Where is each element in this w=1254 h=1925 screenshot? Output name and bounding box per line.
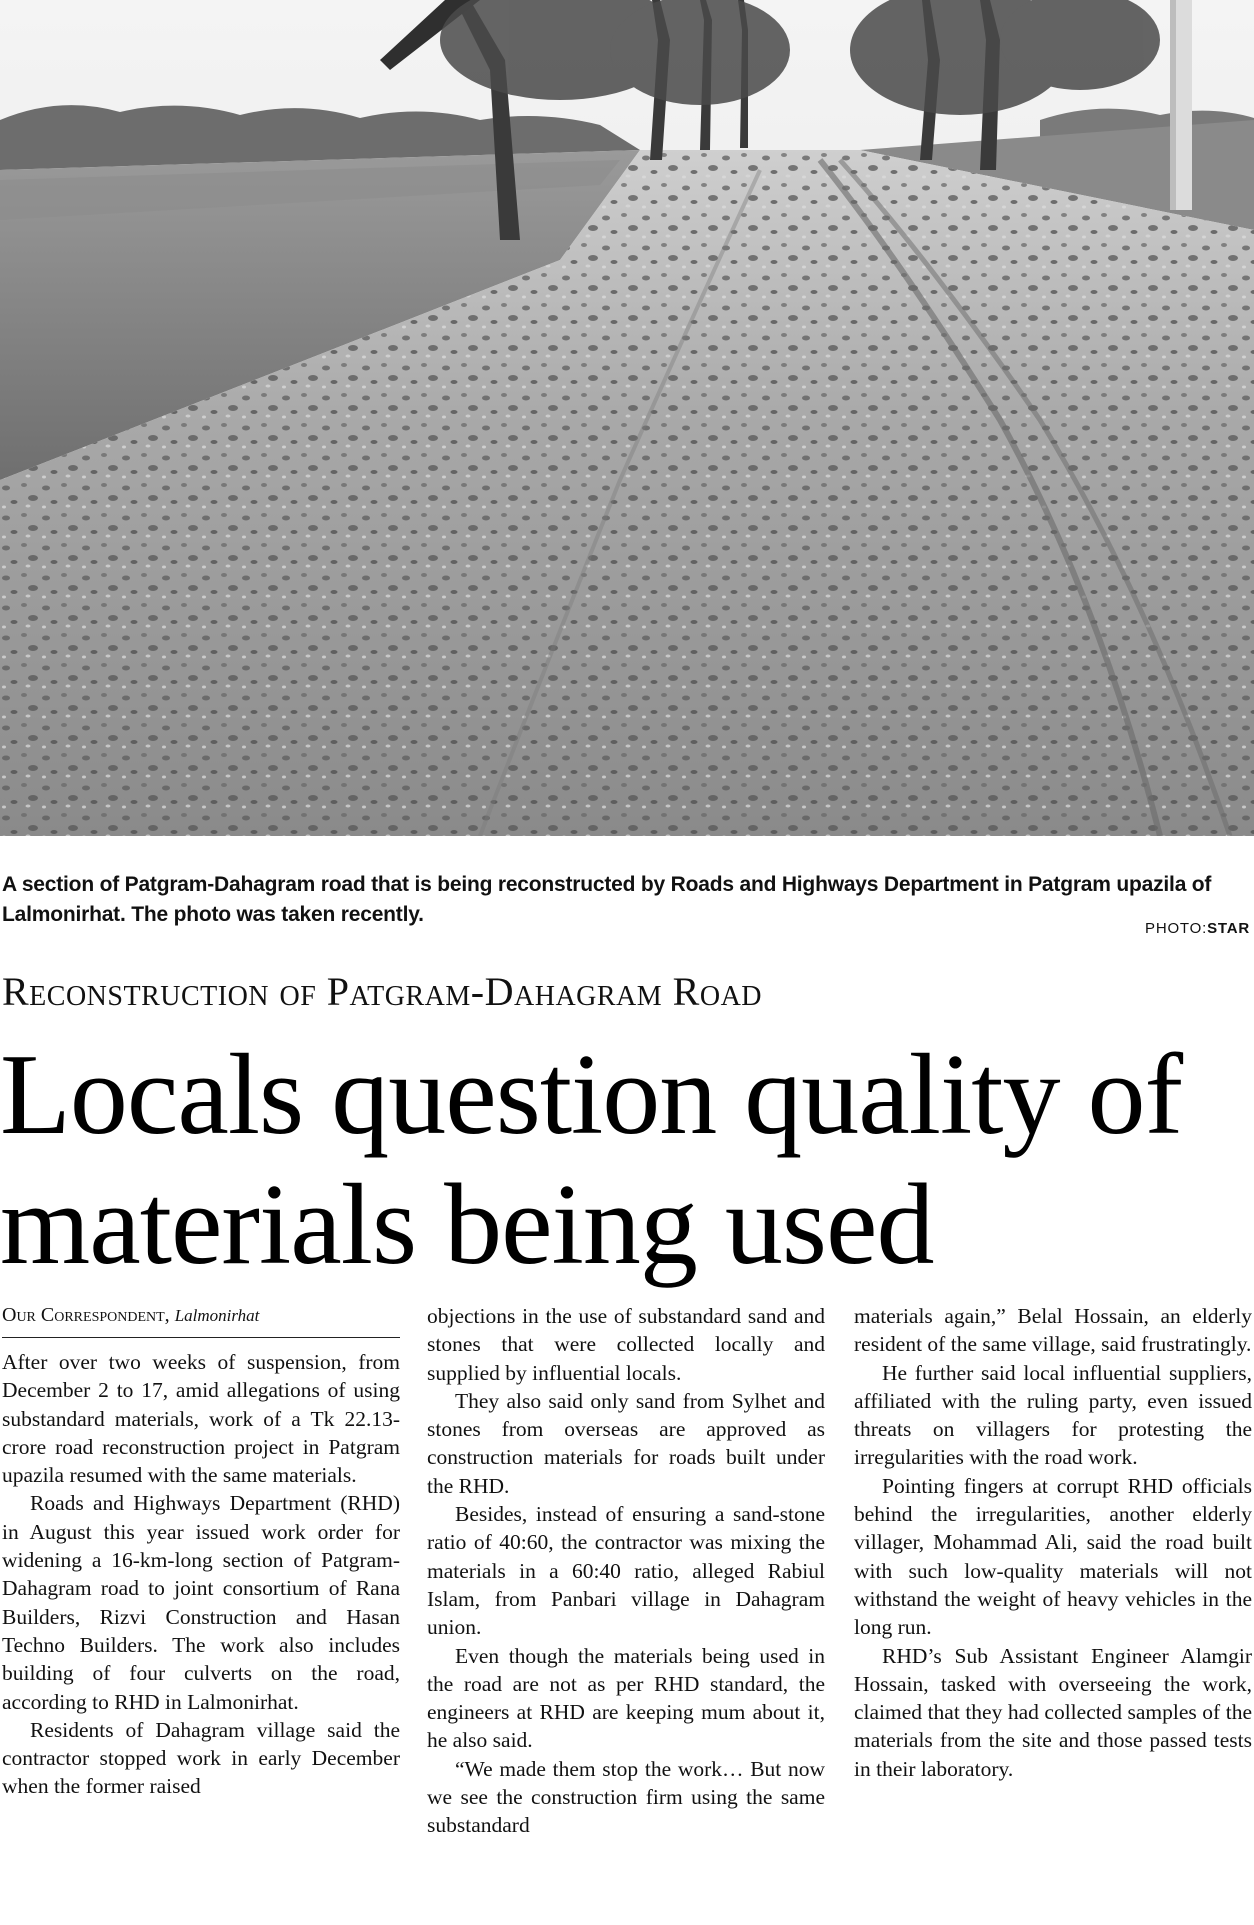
article-paragraph: He further said local influential suppliers, affiliated with the ruling party, even issued threats on villagers for protesting the irregularities with the road work. xyxy=(854,1360,1252,1470)
article-paragraph: Roads and Highways Department (RHD) in August this year issued work order for widening a 16-km-long section of Patgram-Dahagram road to joint consortium of Rana Builders, Rizvi Construction and Hasan Techno Builders. The work also includes building of four culverts on the road, according to RHD in Lalmonirhat. xyxy=(2,1491,400,1714)
article-column-3 xyxy=(854,1302,1252,1783)
photo-caption: A section of Patgram-Dahagram road that is being reconstructed by Roads and Highways Department in Patgram upazila of Lalmonirhat. The photo was taken recently. xyxy=(2,873,1212,926)
article-paragraph: RHD’s Sub Assistant Engineer Alamgir Hossain, tasked with overseeing the work, claimed that they had collected samples of the materials from the site and those passed tests in their laboratory. xyxy=(854,1643,1252,1781)
article-paragraph: objections in the use of substandard sand and stones that were collected locally and supplied by influential locals. xyxy=(427,1304,825,1385)
road-photo-image xyxy=(0,0,1254,836)
article-paragraph: Residents of Dahagram village said the contractor stopped work in early December when the former raised xyxy=(2,1717,400,1799)
article-paragraph: materials again,” Belal Hossain, an elderly resident of the same village, said frustratingly. xyxy=(854,1304,1252,1357)
article-paragraph: After over two weeks of suspension, from December 2 to 17, amid allegations of using substandard materials, work of a Tk 22.13-crore road reconstruction project in Patgram upazila resumed with the same materials. xyxy=(2,1350,400,1488)
article-paragraph: Besides, instead of ensuring a sand-stone ratio of 40:60, the contractor was mixing the materials in a 60:40 ratio, alleged Rabiul Islam, from Panbari village in Dahagram union. xyxy=(427,1502,825,1640)
byline-place: Lalmonirhat xyxy=(174,1306,260,1325)
article-paragraph: Even though the materials being used in the road are not as per RHD standard, the engineers at RHD are keeping mum about it, he also said. xyxy=(427,1643,825,1753)
article-paragraph: “We made them stop the work… But now we see the construction firm using the same substandard xyxy=(427,1756,825,1838)
photo-credit-source: STAR xyxy=(1207,920,1250,937)
photo-credit-prefix: PHOTO: xyxy=(1145,920,1208,937)
article-column-2 xyxy=(427,1302,825,1840)
article-column-1 xyxy=(2,1302,400,1801)
article-headline: Locals question quality of materials being used xyxy=(0,1031,1183,1289)
byline-name: Our Correspondent, xyxy=(2,1304,170,1326)
road-photo xyxy=(0,0,1254,836)
article-paragraph: Pointing fingers at corrupt RHD officials behind the irregularities, another elderly villager, Mohammad Ali, said the road built with such low-quality materials will not withstand the weight of heavy vehicles in the long run. xyxy=(854,1473,1252,1640)
byline xyxy=(2,1302,400,1338)
article-paragraph: They also said only sand from Sylhet and stones from overseas are approved as construction materials for roads built under the RHD. xyxy=(427,1388,825,1498)
photo-credit xyxy=(1145,920,1250,937)
article-kicker: Reconstruction of Patgram-Dahagram Road xyxy=(2,969,763,1014)
